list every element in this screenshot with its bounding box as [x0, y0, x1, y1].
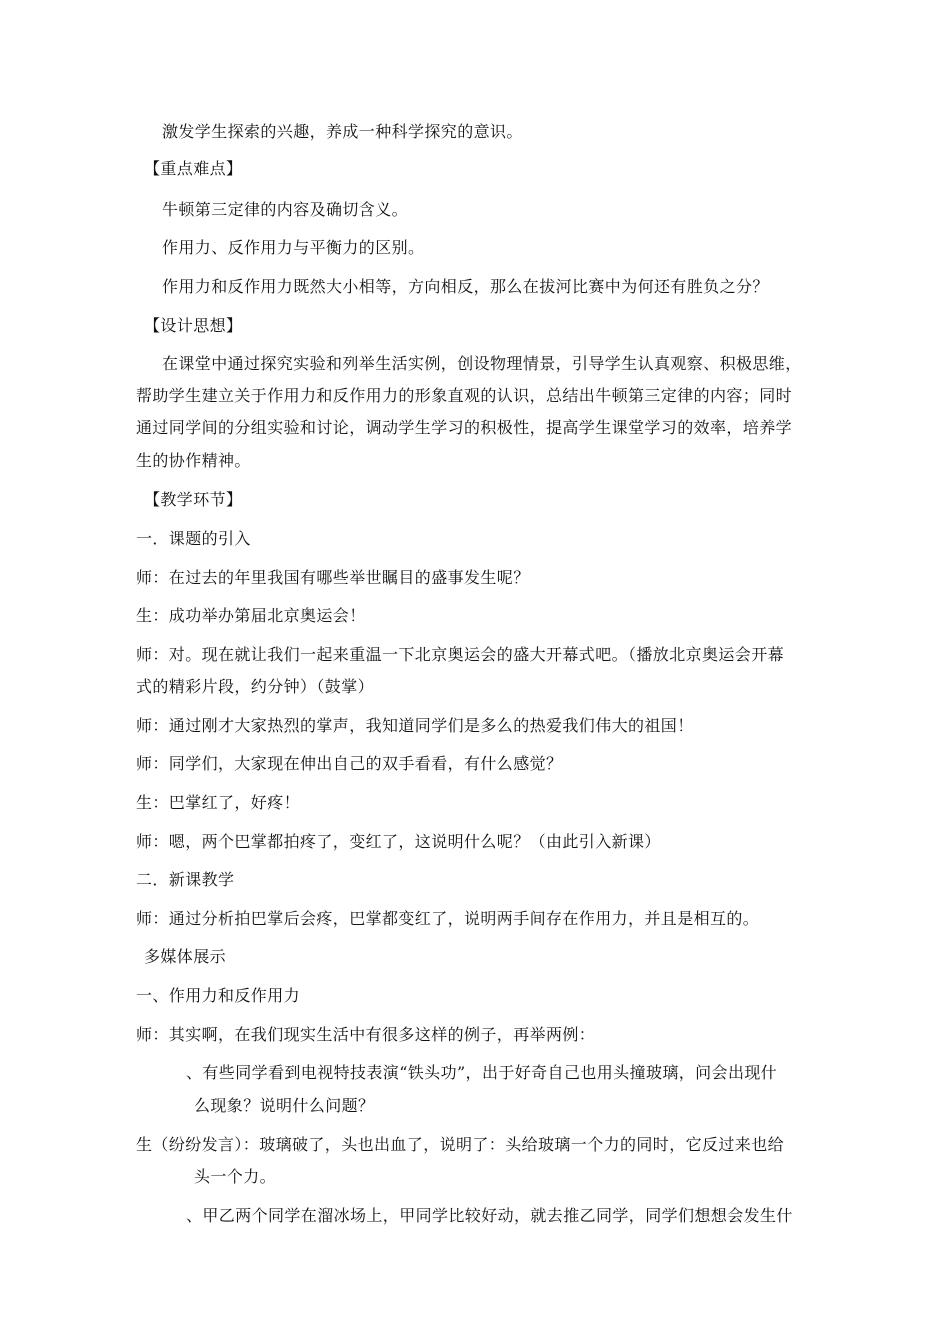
intro-line: 激发学生探索的兴趣，养成一种科学探究的意识。 — [162, 122, 523, 141]
dialogue-line: 师：其实啊，在我们现实生活中有很多这样的例子，再举两例： — [136, 1025, 596, 1044]
dialogue-line: 师：同学们，大家现在伸出自己的双手看看，有什么感觉？ — [136, 754, 563, 773]
dialogue-line: 生：成功举办第届北京奥运会！ — [136, 606, 366, 625]
media-label: 多媒体展示 — [144, 947, 227, 966]
design-paragraph-line: 帮助学生建立关于作用力和反作用力的形象直观的认识，总结出牛顿第三定律的内容；同时 — [136, 386, 793, 405]
key-point-item: 作用力、反作用力与平衡力的区别。 — [162, 238, 425, 257]
part-title: 一．课题的引入 — [136, 529, 251, 548]
example-line: 、有些同学看到电视特技表演“铁头功”，出于好奇自己也用头撞玻璃，问会出现什 — [186, 1063, 778, 1082]
example-line: 么现象？说明什么问题？ — [194, 1096, 375, 1115]
dialogue-line: 师：嗯，两个巴掌都拍疼了，变红了，这说明什么呢？（由此引入新课） — [136, 832, 661, 851]
dialogue-line: 师：对。现在就让我们一起来重温一下北京奥运会的盛大开幕式吧。（播放北京奥运会开幕 — [136, 645, 785, 664]
dialogue-line: 式的精彩片段，约分钟）（鼓掌） — [136, 677, 375, 696]
dialogue-line: 生：巴掌红了，好疼！ — [136, 793, 301, 812]
section-heading-design: 【设计思想】 — [144, 316, 243, 335]
section-heading-teaching: 【教学环节】 — [144, 490, 243, 509]
design-paragraph-line: 在课堂中通过探究实验和列举生活实例，创设物理情景，引导学生认真观察、积极思维， — [162, 354, 802, 373]
key-point-item: 牛顿第三定律的内容及确切含义。 — [162, 200, 409, 219]
dialogue-line: 师：通过刚才大家热烈的掌声，我知道同学们是多么的热爱我们伟大的祖国！ — [136, 716, 694, 735]
subsection-title: 一、作用力和反作用力 — [136, 986, 301, 1005]
dialogue-line: 师：通过分析拍巴掌后会疼，巴掌都变红了，说明两手间存在作用力，并且是相互的。 — [136, 909, 760, 928]
answer-line: 生（纷纷发言）：玻璃破了，头也出血了，说明了：头给玻璃一个力的同时，它反过来也给 — [136, 1135, 785, 1154]
key-point-item: 作用力和反作用力既然大小相等，方向相反，那么在拔河比赛中为何还有胜负之分？ — [162, 277, 769, 296]
part-title: 二．新课教学 — [136, 870, 235, 889]
design-paragraph-line: 生的协作精神。 — [136, 451, 251, 470]
design-paragraph-line: 通过同学间的分组实验和讨论，调动学生学习的积极性，提高学生课堂学习的效率，培养学 — [136, 418, 793, 437]
dialogue-line: 师：在过去的年里我国有哪些举世瞩目的盛事发生呢？ — [136, 568, 530, 587]
example-line: 、甲乙两个同学在溜冰场上，甲同学比较好动，就去推乙同学，同学们想想会发生什 — [186, 1206, 793, 1225]
section-heading-key-points: 【重点难点】 — [144, 159, 243, 178]
answer-line: 头一个力。 — [194, 1167, 277, 1186]
